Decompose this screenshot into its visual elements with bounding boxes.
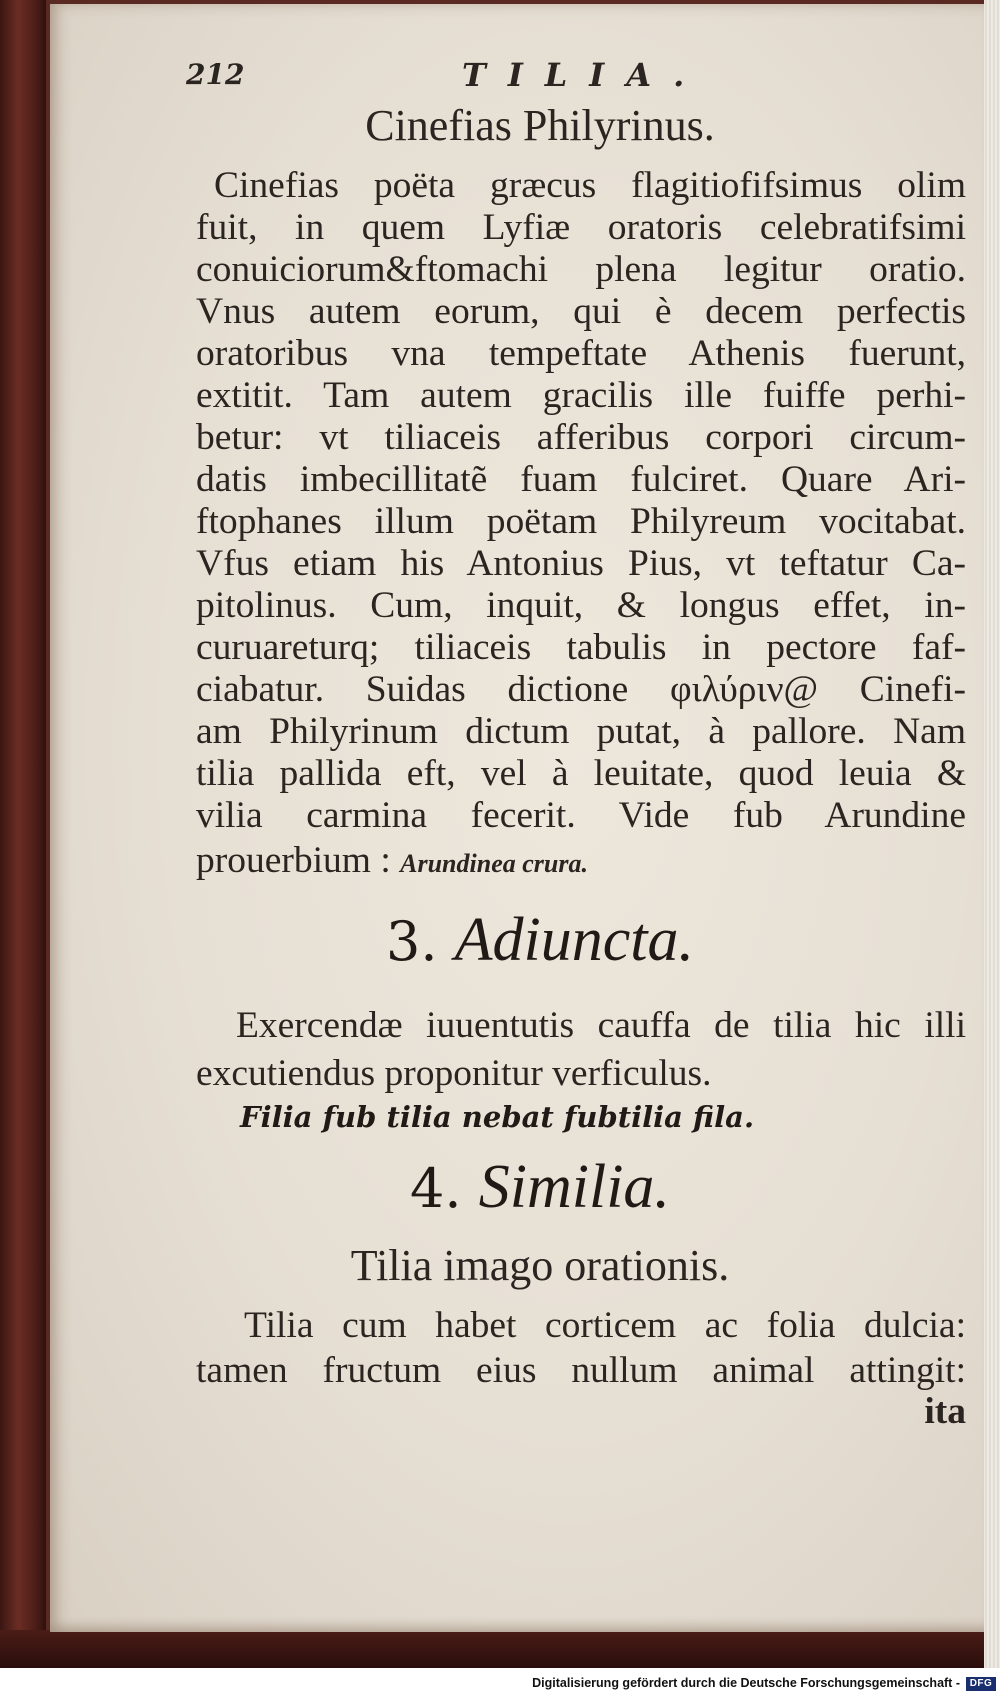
- page-number: 212: [186, 58, 245, 91]
- running-title: TILIA.: [462, 56, 707, 94]
- book-bottom-edge: [0, 1630, 1000, 1668]
- heading-tilia-imago: Tilia imago orationis.: [350, 1241, 730, 1290]
- page-fore-edge: [984, 0, 1000, 1668]
- paragraph-line: Tilia cum habet corticem ac folia dulcia:: [244, 1305, 966, 1346]
- paragraph-line: ciabatur. Suidas dictione φιλύριν@ Cinefi-: [196, 669, 966, 710]
- paragraph-line: datis imbecillitatẽ fuam fulciret. Quare Ari-: [196, 459, 966, 500]
- paragraph-text: prouerbium :: [196, 840, 391, 881]
- paragraph-line: tamen fructum eius nullum animal attingit:: [196, 1350, 966, 1391]
- section-title: Adiuncta.: [454, 906, 695, 974]
- paragraph-line: vilia carmina fecerit. Vide fub Arundine: [196, 795, 966, 836]
- section-title: Similia.: [478, 1153, 670, 1221]
- digitization-credit: Digitalisierung gefördert durch die Deutsche Forschungsgemeinschaft -: [532, 1676, 960, 1690]
- heading-cinesias: Cinefias Philyrinus.: [365, 101, 715, 150]
- paragraph-line: oratoribus vna tempeftate Athenis fuerunt,: [196, 333, 966, 374]
- paragraph-line: am Philyrinum dictum putat, à pallore. Nam: [196, 711, 966, 752]
- paragraph-line: Cinefias poëta græcus flagitiofifsimus olim: [214, 165, 966, 206]
- paragraph-line: Vnus autem eorum, qui è decem perfectis: [196, 291, 966, 332]
- dfg-logo: DFG: [966, 1677, 996, 1691]
- running-head: [186, 58, 886, 98]
- paragraph-line: betur: vt tiliaceis afferibus corpori circum-: [196, 417, 966, 458]
- section-heading-similia: [180, 1152, 900, 1223]
- paragraph-line: excutiendus proponitur verficulus.: [196, 1053, 712, 1094]
- paragraph-line: ftophanes illum poëtam Philyreum vocitabat.: [196, 501, 966, 542]
- section-heading-adiuncta: [180, 905, 900, 976]
- paragraph-line: curuareturq; tiliaceis tabulis in pectore faf-: [196, 627, 966, 668]
- paragraph-line: extitit. Tam autem gracilis ille fuiffe perhi-: [196, 375, 966, 416]
- catchword: ita: [924, 1391, 966, 1432]
- paragraph-line: fuit, in quem Lyfiæ oratoris celebratifsimi: [196, 207, 966, 248]
- verse-line: Filia fub tilia nebat fubtilia fila.: [240, 1100, 755, 1134]
- paragraph-line-last: [196, 840, 966, 885]
- book-binding-edge: [0, 0, 46, 1668]
- paragraph-line: Exercendæ iuuentutis cauffa de tilia hic illi: [236, 1005, 966, 1046]
- section-number: 4.: [410, 1157, 462, 1220]
- paragraph-line: pitolinus. Cum, inquit, & longus effet, in-: [196, 585, 966, 626]
- paragraph-line: conuiciorum&ftomachi plena legitur oratio.: [196, 249, 966, 290]
- proverb-quote: Arundinea crura.: [400, 849, 588, 878]
- section-number: 3.: [385, 910, 438, 973]
- paragraph-line: Vfus etiam his Antonius Pius, vt teftatur Ca-: [196, 543, 966, 584]
- paragraph-line: tilia pallida eft, vel à leuitate, quod leuia &: [196, 753, 966, 794]
